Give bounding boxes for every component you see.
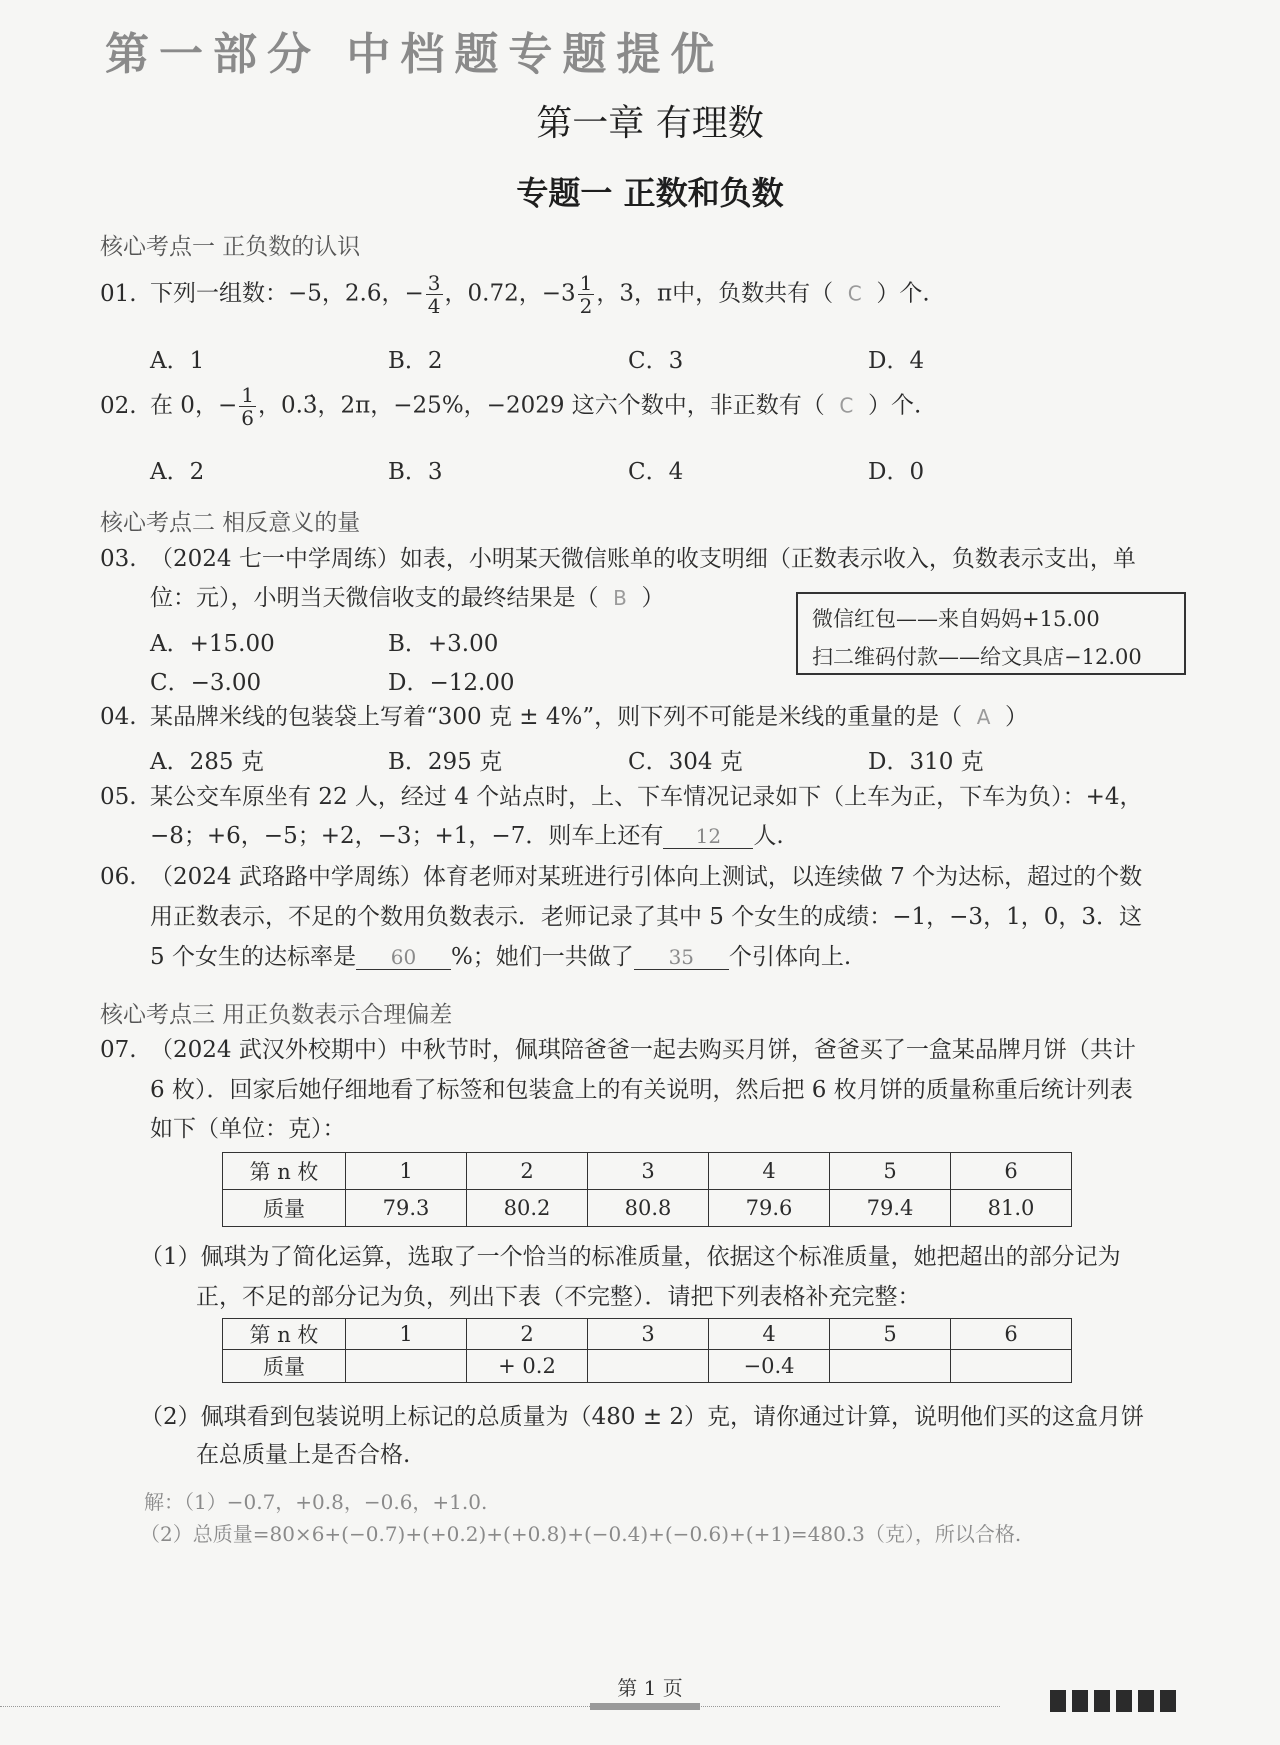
table-cell: 4 <box>709 1319 830 1350</box>
table-cell: 3 <box>588 1319 709 1350</box>
section-heading-3: 核心考点三 用正负数表示合理偏差 <box>100 1002 453 1028</box>
table-cell <box>588 1350 709 1383</box>
question-text: （2024 武汉外校期中）中秋节时，佩琪陪爸爸一起去购买月饼，爸爸买了一盒某品牌月饼（共计 <box>150 1037 1136 1063</box>
answer-mark: A <box>976 705 991 729</box>
question-07-line-2: 6 枚）．回家后她仔细地看了标签和包装盒上的有关说明，然后把 6 枚月饼的质量称重后统计列表 <box>150 1077 1133 1103</box>
solution-line-2: （2）总质量=80×6+(−0.7)+(+0.2)+(+0.8)+(−0.4)+(−0.6)+(+1)=480.3（克），所以合格. <box>140 1522 1022 1546</box>
table-cell: + 0.2 <box>467 1350 588 1383</box>
table-cell: −0.4 <box>709 1350 830 1383</box>
question-02 <box>100 384 921 429</box>
fraction <box>426 272 443 317</box>
option-b: B．3 <box>388 459 443 485</box>
question-text: ） <box>641 585 665 611</box>
table-header-cell: 质量 <box>223 1350 346 1383</box>
question-text: ，0.3̇，2π，−25%，−2029 这六个数中，非正数有（ <box>257 392 825 419</box>
question-03-line-2 <box>150 585 664 613</box>
question-text: 下列一组数：−5，2.6，− <box>150 280 424 307</box>
question-03-line-1 <box>100 546 1136 574</box>
fraction-numerator: 3 <box>427 271 441 295</box>
table-cell: 1 <box>346 1153 467 1190</box>
table-cell: 6 <box>951 1319 1072 1350</box>
question-text: （2024 武珞路中学周练）体育老师对某班进行引体向上测试，以连续做 7 个为达标，超过的个数 <box>150 864 1143 890</box>
page-number: 第 1 页 <box>617 1676 683 1700</box>
question-04 <box>100 704 1028 732</box>
answer-mark: C <box>847 281 862 306</box>
table-header-cell: 第 n 枚 <box>223 1319 346 1350</box>
option-d: D．−12.00 <box>388 670 515 696</box>
question-06-line-1 <box>100 864 1142 892</box>
option-c: C．304 克 <box>628 749 743 775</box>
question-06-line-2: 用正数表示，不足的个数用负数表示．老师记录了其中 5 个女生的成绩：−1，−3，1，0，3．这 <box>150 904 1142 930</box>
table-cell <box>830 1350 951 1383</box>
bill-line-1: 微信红包——来自妈妈+15.00 <box>812 607 1100 631</box>
answer-blank: 60 <box>356 945 451 970</box>
answer-blank: 12 <box>663 824 753 849</box>
option-a: A．285 克 <box>150 749 264 775</box>
question-text: ） <box>1005 704 1029 730</box>
answer-blank: 35 <box>634 945 729 970</box>
table-cell: 3 <box>588 1153 709 1190</box>
answer-mark: B <box>613 586 627 610</box>
question-07-part-2-line-1: （2）佩琪看到包装说明上标记的总质量为（480 ± 2）克，请你通过计算，说明他们买的这盒月饼 <box>140 1404 1145 1430</box>
table-row <box>223 1190 1072 1227</box>
table-cell: 6 <box>951 1153 1072 1190</box>
question-07-part-1-line-2: 正，不足的部分记为负，列出下表（不完整）．请把下列表格补充完整： <box>196 1284 921 1310</box>
option-a: A．2 <box>150 459 205 485</box>
option-b: B．2 <box>388 348 443 374</box>
option-b: B．295 克 <box>388 749 503 775</box>
question-text: −8；+6，−5；+2，−3；+1，−7．则车上还有 <box>150 823 664 849</box>
fraction <box>239 384 256 429</box>
scan-mark <box>1138 1690 1154 1712</box>
part-title: 第一部分 中档题专题提优 <box>105 29 725 80</box>
table-cell: 79.4 <box>830 1190 951 1227</box>
question-text: 人. <box>753 823 784 849</box>
scan-mark <box>1072 1690 1088 1712</box>
table-cell <box>951 1350 1072 1383</box>
question-text: ）个. <box>876 280 930 307</box>
fraction-numerator: 1 <box>241 383 254 407</box>
fraction-denominator: 2 <box>579 294 593 318</box>
scan-mark <box>1160 1690 1176 1712</box>
option-c: C．4 <box>628 459 684 485</box>
question-text: ，0.72，−3 <box>444 280 576 307</box>
table-cell <box>346 1350 467 1383</box>
table-cell: 79.3 <box>346 1190 467 1227</box>
table-cell: 2 <box>467 1153 588 1190</box>
table-header-cell: 第 n 枚 <box>223 1153 346 1190</box>
scan-marks <box>1050 1690 1176 1712</box>
question-number: 01. <box>100 280 137 307</box>
wechat-bill-box <box>796 592 1186 675</box>
question-06-line-3 <box>150 944 851 972</box>
question-07-line-1 <box>100 1037 1136 1065</box>
question-text: %；她们一共做了 <box>450 944 634 970</box>
table-header-cell: 质量 <box>223 1190 346 1227</box>
question-number: 03. <box>100 546 137 572</box>
option-b: B．+3.00 <box>388 631 499 657</box>
question-number: 02. <box>100 392 137 419</box>
option-d: D．4 <box>868 348 925 374</box>
chapter-title: 第一章 有理数 <box>536 103 764 144</box>
scan-mark <box>1050 1690 1066 1712</box>
fraction-numerator: 1 <box>579 271 593 295</box>
table-cell: 4 <box>709 1153 830 1190</box>
option-c: C．−3.00 <box>150 670 262 696</box>
table-cell: 81.0 <box>951 1190 1072 1227</box>
table-cell: 5 <box>830 1319 951 1350</box>
fraction-denominator: 4 <box>427 294 441 318</box>
solution-line-1: 解：（1）−0.7，+0.8，−0.6，+1.0. <box>144 1490 488 1514</box>
table-cell: 79.6 <box>709 1190 830 1227</box>
mooncake-weight-table <box>222 1152 1072 1227</box>
answer-mark: C <box>839 393 854 418</box>
question-05-line-2 <box>150 823 784 851</box>
question-text: 在 0，− <box>150 392 238 419</box>
topic-title: 专题一 正数和负数 <box>516 174 784 212</box>
table-cell: 80.2 <box>467 1190 588 1227</box>
question-text: （2024 七一中学周练）如表，小明某天微信账单的收支明细（正数表示收入，负数表示支出，单 <box>150 546 1136 572</box>
question-text: 个引体向上. <box>728 944 852 970</box>
question-number: 05. <box>100 784 137 810</box>
question-07-part-2-line-2: 在总质量上是否合格. <box>196 1442 411 1468</box>
question-07-line-3: 如下（单位：克）： <box>150 1116 346 1142</box>
question-text: 位：元），小明当天微信收支的最终结果是（ <box>150 585 599 611</box>
scan-mark <box>1116 1690 1132 1712</box>
table-cell: 80.8 <box>588 1190 709 1227</box>
question-05-line-1 <box>100 784 1143 812</box>
section-heading-1: 核心考点一 正负数的认识 <box>100 234 361 260</box>
question-01 <box>100 272 930 317</box>
option-a: A．+15.00 <box>150 631 275 657</box>
question-text: ，3，π中，负数共有（ <box>596 280 834 307</box>
question-text: 某公交车原坐有 22 人，经过 4 个站点时，上、下车情况记录如下（上车为正，下车为负）：+4， <box>150 784 1143 810</box>
fraction <box>578 272 595 317</box>
table-cell: 5 <box>830 1153 951 1190</box>
question-07-part-1-line-1: （1）佩琪为了简化运算，选取了一个恰当的标准质量，依据这个标准质量，她把超出的部分记为 <box>140 1244 1121 1270</box>
footer-divider <box>0 1706 1000 1707</box>
option-d: D．310 克 <box>868 749 984 775</box>
question-number: 04. <box>100 704 137 730</box>
deviation-table <box>222 1318 1072 1383</box>
question-text: 某品牌米线的包装袋上写着“300 克 ± 4%”，则下列不可能是米线的重量的是（ <box>150 704 963 730</box>
question-number: 07. <box>100 1037 137 1063</box>
option-a: A．1 <box>150 348 205 374</box>
option-c: C．3 <box>628 348 684 374</box>
table-cell: 1 <box>346 1319 467 1350</box>
fraction-denominator: 6 <box>241 406 254 430</box>
table-cell: 2 <box>467 1319 588 1350</box>
table-row <box>223 1153 1072 1190</box>
table-row <box>223 1319 1072 1350</box>
scan-mark <box>1094 1690 1110 1712</box>
question-text: 5 个女生的达标率是 <box>150 944 356 970</box>
question-number: 06. <box>100 864 137 890</box>
option-d: D．0 <box>868 459 925 485</box>
section-heading-2: 核心考点二 相反意义的量 <box>100 510 361 536</box>
question-text: ）个. <box>868 392 922 419</box>
table-row <box>223 1350 1072 1383</box>
bill-line-2: 扫二维码付款——给文具店−12.00 <box>812 645 1142 669</box>
